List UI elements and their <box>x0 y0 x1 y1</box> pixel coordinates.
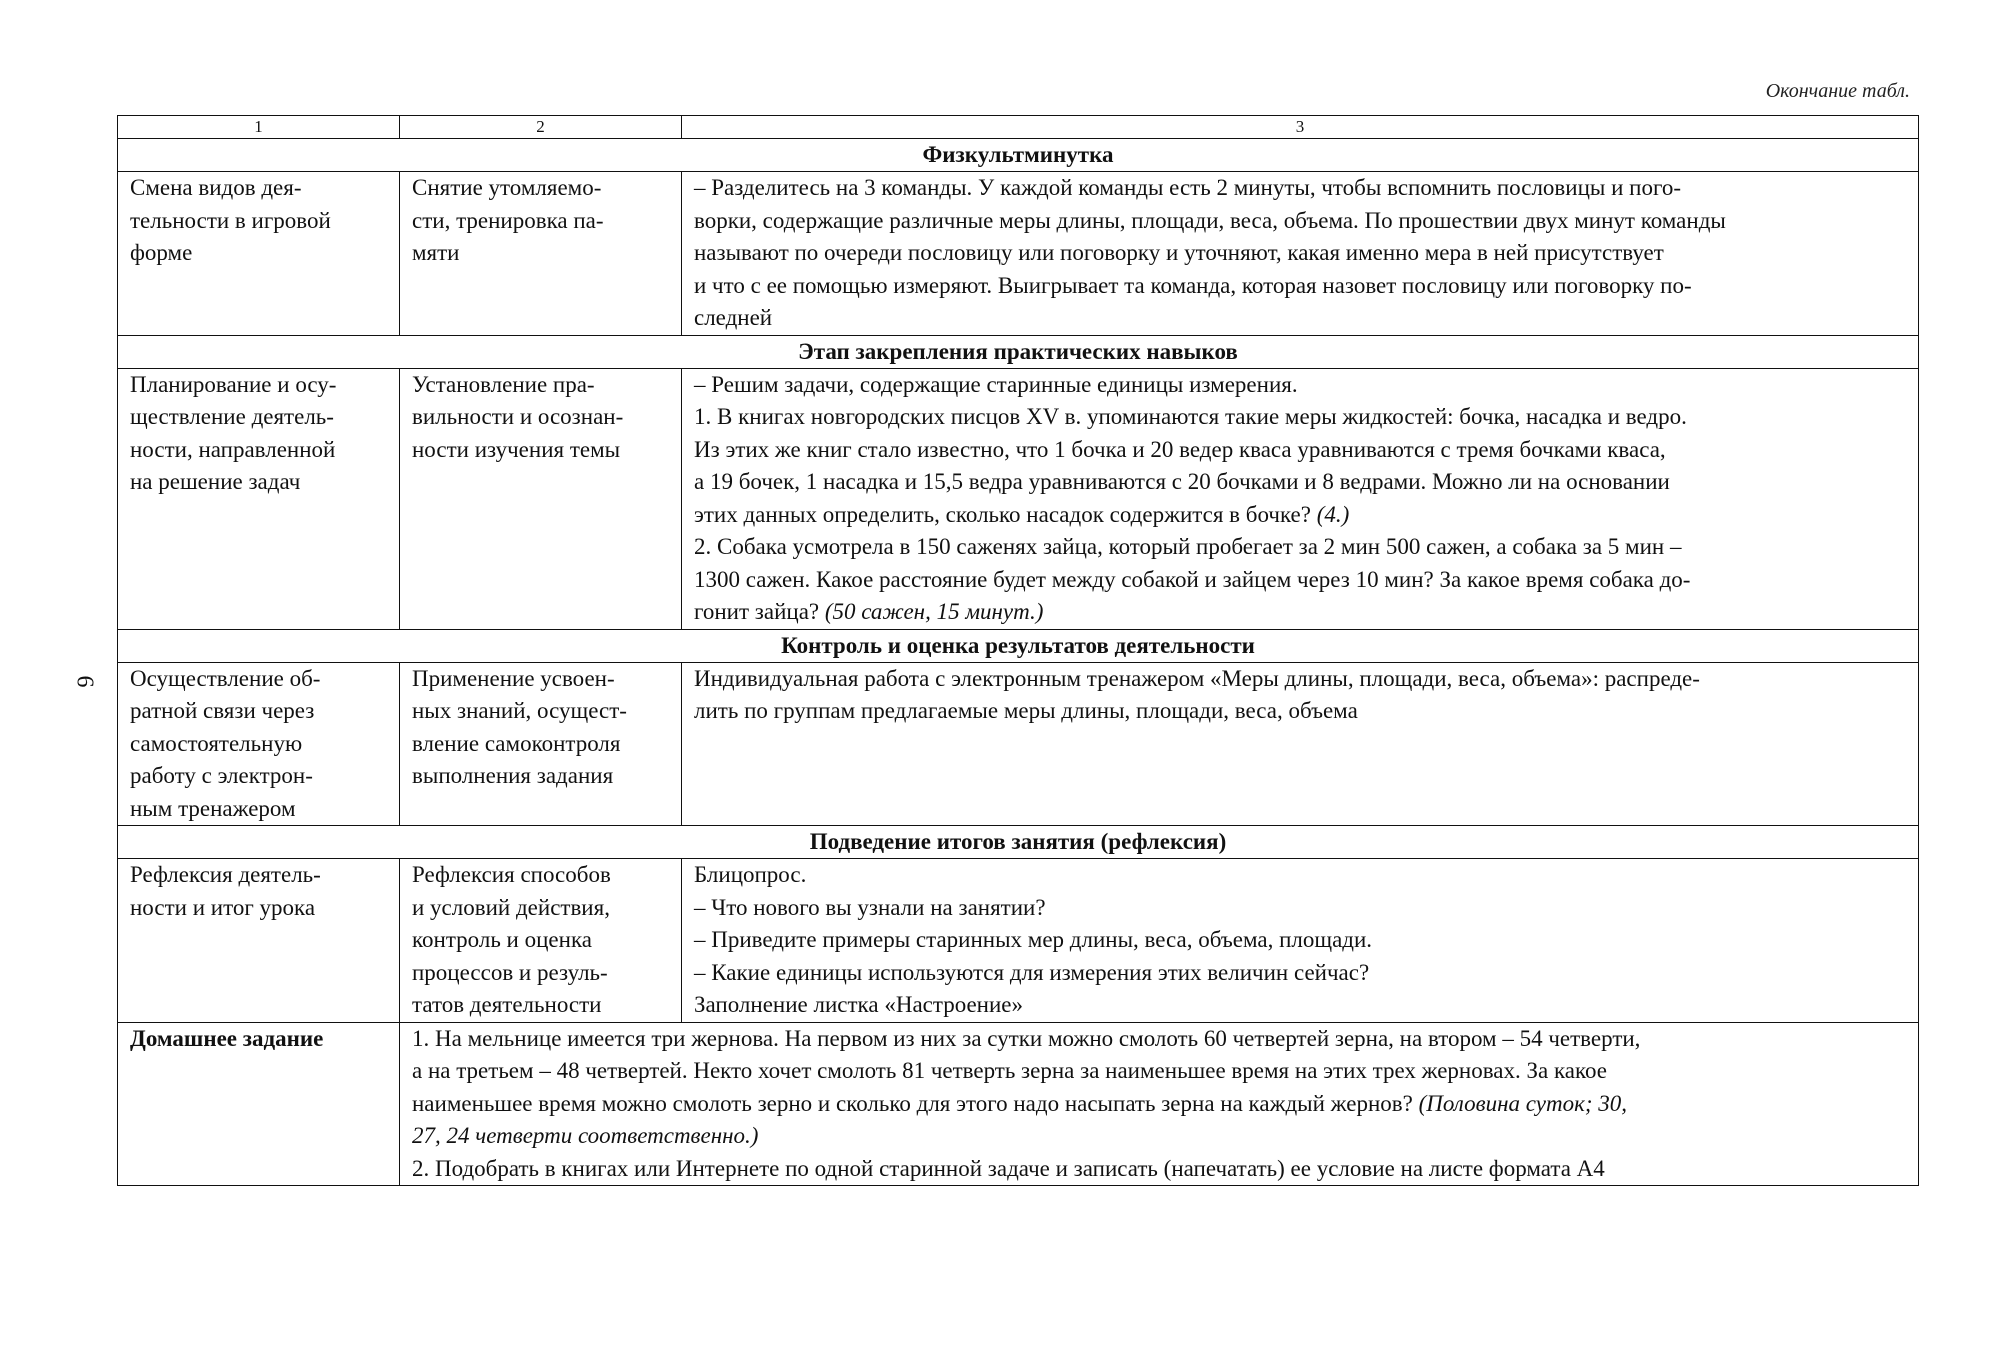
table-continuation-caption: Окончание табл. <box>1765 80 1910 102</box>
content-line <box>694 499 1906 532</box>
content-line: лить по группам предлагаемые меры длины, площади, веса, объема <box>694 698 1358 723</box>
content-line: следней <box>694 305 773 330</box>
answer-text: (4.) <box>1316 501 1350 527</box>
homework-content <box>400 1022 1919 1186</box>
content-cell <box>682 368 1919 629</box>
table-row <box>118 662 1919 826</box>
section-header-row <box>118 335 1919 368</box>
content-line <box>694 596 1906 629</box>
table-row <box>118 172 1919 336</box>
content-line: 1. В книгах новгородских писцов XV в. упоминаются такие меры жидкостей: бочка, насадка и ведро. <box>694 404 1687 429</box>
goal-cell: Рефлексия способов и условий действия, контроль и оценка процессов и резуль- татов деятельности <box>400 859 682 1023</box>
answer-text: (50 сажен, 15 минут.) <box>824 599 1044 624</box>
goal-cell: Установление пра- вильности и осознан- ности изучения темы <box>400 368 682 629</box>
lesson-plan-table <box>117 115 1919 1186</box>
content-line: называют по очереди пословицу или поговорку и уточняют, какая именно мера в ней присутствует <box>694 240 1664 265</box>
content-line: а 19 бочек, 1 насадка и 15,5 ведра уравниваются с 20 бочками и 8 ведрами. Можно ли на основании <box>694 469 1670 494</box>
homework-row <box>118 1022 1919 1186</box>
content-line: Из этих же книг стало известно, что 1 бочка и 20 ведер кваса уравниваются с тремя бочками кваса, <box>694 436 1666 462</box>
column-header: 2 <box>400 116 682 139</box>
content-line: Блицопрос. <box>694 862 807 887</box>
column-header: 1 <box>118 116 400 139</box>
homework-line: а на третьем – 48 четвертей. Некто хочет смолоть 81 четверть зерна за наименьшее время на этих трех жерновах. За какое <box>412 1058 1608 1083</box>
homework-line <box>412 1088 1906 1121</box>
content-line: Заполнение листка «Настроение» <box>694 992 1024 1017</box>
content-line: Индивидуальная работа с электронным тренажером «Меры длины, площади, веса, объема»: распреде- <box>694 665 1700 691</box>
section-header-row <box>118 826 1919 859</box>
content-line: – Что нового вы узнали на занятии? <box>694 894 1046 920</box>
section-header-row <box>118 629 1919 662</box>
content-cell <box>682 172 1919 336</box>
table-row <box>118 368 1919 629</box>
content-text: этих данных определить, сколько насадок содержится в бочке? <box>694 501 1311 527</box>
content-line: ворки, содержащие различные меры длины, площади, веса, объема. По прошествии двух минут команды <box>694 207 1726 233</box>
activity-cell: Смена видов дея- тельности в игровой форме <box>118 172 400 336</box>
homework-line: 1. На мельнице имеется три жернова. На первом из них за сутки можно смолоть 60 четвертей зерна, на втором – 54 четверти, <box>412 1025 1641 1051</box>
section-title: Подведение итогов занятия (рефлексия) <box>118 826 1919 859</box>
section-header-row <box>118 139 1919 172</box>
homework-line: 27, 24 четверти соответственно.) <box>412 1123 759 1148</box>
section-title: Физкультминутка <box>118 139 1919 172</box>
content-line: – Приведите примеры старинных мер длины, веса, объема, площади. <box>694 927 1373 952</box>
homework-label: Домашнее задание <box>118 1022 400 1186</box>
activity-cell: Рефлексия деятель- ности и итог урока <box>118 859 400 1023</box>
content-line: и что с ее помощью измеряют. Выигрывает та команда, которая назовет пословицу или поговорку по- <box>694 272 1692 298</box>
homework-text: наименьшее время можно смолоть зерно и сколько для этого надо насыпать зерна на каждый жернов? <box>412 1090 1413 1116</box>
content-line: 2. Собака усмотрела в 150 саженях зайца, который пробегает за 2 мин 500 сажен, а собака за 5 мин – <box>694 534 1682 559</box>
table-row <box>118 859 1919 1023</box>
activity-cell: Планирование и осу- ществление деятель- ности, направленной на решение задач <box>118 368 400 629</box>
content-line: – Решим задачи, содержащие старинные единицы измерения. <box>694 371 1298 397</box>
homework-line: 2. Подобрать в книгах или Интернете по одной старинной задаче и записать (напечатать) ее условие на листе формата А4 <box>412 1155 1605 1181</box>
activity-cell: Осуществление об- ратной связи через самостоятельную работу с электрон- ным тренажером <box>118 662 400 826</box>
section-title: Контроль и оценка результатов деятельности <box>118 629 1919 662</box>
column-number-row <box>118 116 1919 139</box>
goal-cell: Применение усвоен- ных знаний, осущест- вление самоконтроля выполнения задания <box>400 662 682 826</box>
content-cell <box>682 859 1919 1023</box>
answer-text: (Половина суток; 30, <box>1418 1090 1628 1116</box>
column-header: 3 <box>682 116 1919 139</box>
goal-cell: Снятие утомляемо- сти, тренировка па- мяти <box>400 172 682 336</box>
page-number: 6 <box>71 675 98 688</box>
content-line: – Разделитесь на 3 команды. У каждой команды есть 2 минуты, чтобы вспомнить пословицы и пого- <box>694 175 1681 200</box>
content-cell <box>682 662 1919 826</box>
content-text: гонит зайца? <box>694 599 820 624</box>
content-line: 1300 сажен. Какое расстояние будет между собакой и зайцем через 10 мин? За какое время собака до- <box>694 566 1691 592</box>
content-line: – Какие единицы используются для измерения этих величин сейчас? <box>694 959 1370 985</box>
section-title: Этап закрепления практических навыков <box>118 335 1919 368</box>
